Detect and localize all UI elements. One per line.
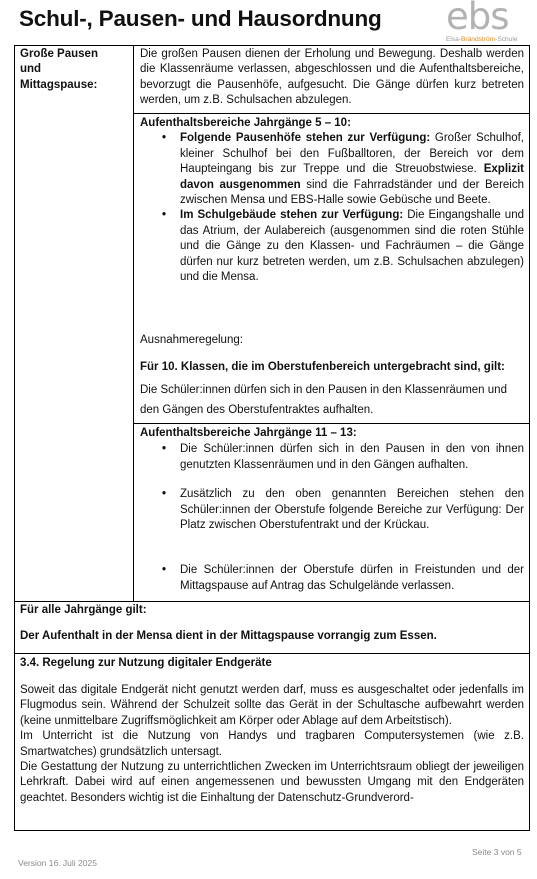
section-heading: Aufenthaltsbereiche Jahrgänge 11 – 13: (140, 427, 357, 439)
row-label-pausen: Große Pausen und Mittagspause: (20, 48, 98, 91)
pausen-intro: Die großen Pausen dienen der Erholung und Bewegung. Deshalb werden die Klassenräume verlassen, abgeschlossen und die Aufenthaltsbereiche, bevorzugt die Pausenhöfe, aufgesucht. Die Gänge dürfen kurz betreten werden, um z.B. Schulsachen abzulegen. (140, 48, 524, 107)
all-grades-text: Der Aufenthalt in der Mensa dient in der Mittagspause vorrangig zum Essen. (20, 630, 437, 642)
all-grades-heading: Für alle Jahrgänge gilt: (20, 604, 147, 616)
section-jg-5-10 (140, 116, 524, 285)
column-divider (133, 46, 134, 601)
row-divider (133, 423, 530, 424)
section-3-4-heading: 3.4. Regelung zur Nutzung digitaler Endgeräte (20, 657, 272, 669)
list-item: • Im Schulgebäude stehen zur Verfügung: Die Eingangshalle und das Atrium, der Aulabereich (ausgenommen sind die roten Stühle und die Gänge zu den Klassen- und Fachräumen – die Gänge dürfen nur kurz betreten werden, um z.B. Schulsachen abzulegen) und die Mensa. (162, 209, 524, 284)
row-divider (133, 113, 530, 114)
list-item: • Die Schüler:innen dürfen sich in den Pausen in den von ihnen genutzten Klassenräumen und in den Gängen aufhalten. (162, 443, 524, 471)
bullet-icon: • (162, 209, 167, 222)
bullet-icon: • (162, 132, 167, 145)
section-jg-11-13 (140, 426, 524, 594)
section-heading: Aufenthaltsbereiche Jahrgänge 5 – 10: (140, 117, 351, 129)
bullet-icon: • (162, 564, 167, 577)
list-item: • Zusätzlich zu den oben genannten Bereichen stehen den Schüler:innen der Oberstufe folgende Bereiche zur Verfügung: Der Platz zwischen Oberstufentrakt und der Krückau. (162, 488, 524, 532)
logo-school-name: Elsa-Brändström-Schule (446, 36, 518, 43)
exception-lead: Für 10. Klassen, die im Oberstufenbereich untergebracht sind, gilt: (140, 361, 505, 373)
bullet-icon: • (162, 488, 167, 501)
document-title: Schul-, Pausen- und Hausordnung (19, 6, 382, 31)
bullet-icon: • (162, 443, 167, 456)
paragraph: Im Unterricht ist die Nutzung von Handys und tragbaren Computersystemen (wie z.B. Smartwatches) grundsätzlich untersagt. (20, 730, 524, 758)
version-date: Version 16. Juli 2025 (18, 858, 97, 868)
devices-rules (20, 683, 524, 806)
row-divider (15, 601, 530, 602)
rules-table (14, 45, 530, 831)
exception-heading: Ausnahmeregelung: (140, 334, 243, 346)
school-logo (446, 2, 528, 42)
list-item: • Die Schüler:innen der Oberstufe dürfen in Freistunden und der Mittagspause auf Antrag das Schulgelände verlassen. (162, 564, 524, 592)
paragraph: Soweit das digitale Endgerät nicht genutzt werden darf, muss es ausgeschaltet oder jedenfalls im Flugmodus sein. Während der Schulzeit sollte das Gerät in der Schultasche aufbewahrt werden (keine unmittelbare Zugriffsmöglichkeit am Körper oder Ablage auf dem Arbeitstisch). (20, 684, 524, 727)
list-item: • Folgende Pausenhöfe stehen zur Verfügung: Großer Schulhof, kleiner Schulhof bei den Fußballtoren, der Bereich vor dem Haupteingang bis zur Treppe und die Streuobstwiese. Explizit davon ausgenommen sind die Fahrradständer und der Bereich zwischen Mensa und EBS-Halle sowie Gebüsche und Beete. (162, 132, 524, 207)
paragraph: Die Gestattung der Nutzung zu unterrichtlichen Zwecken im Unterrichtsraum obliegt der jeweiligen Lehrkraft. Dabei wird auf einen angemessenen und bewussten Umgang mit den Endgeräten geachtet. Besonders wichtig ist die Einhaltung der Datenschutz-Grundverord- (20, 761, 524, 804)
exception-text: Die Schüler:innen dürfen sich in den Pausen in den Klassenräumen und den Gängen des Oberstufentraktes aufhalten. (140, 384, 507, 416)
logo-wordmark: ebs (446, 0, 509, 38)
row-divider (15, 653, 530, 654)
page-number: Seite 3 von 5 (472, 847, 522, 857)
